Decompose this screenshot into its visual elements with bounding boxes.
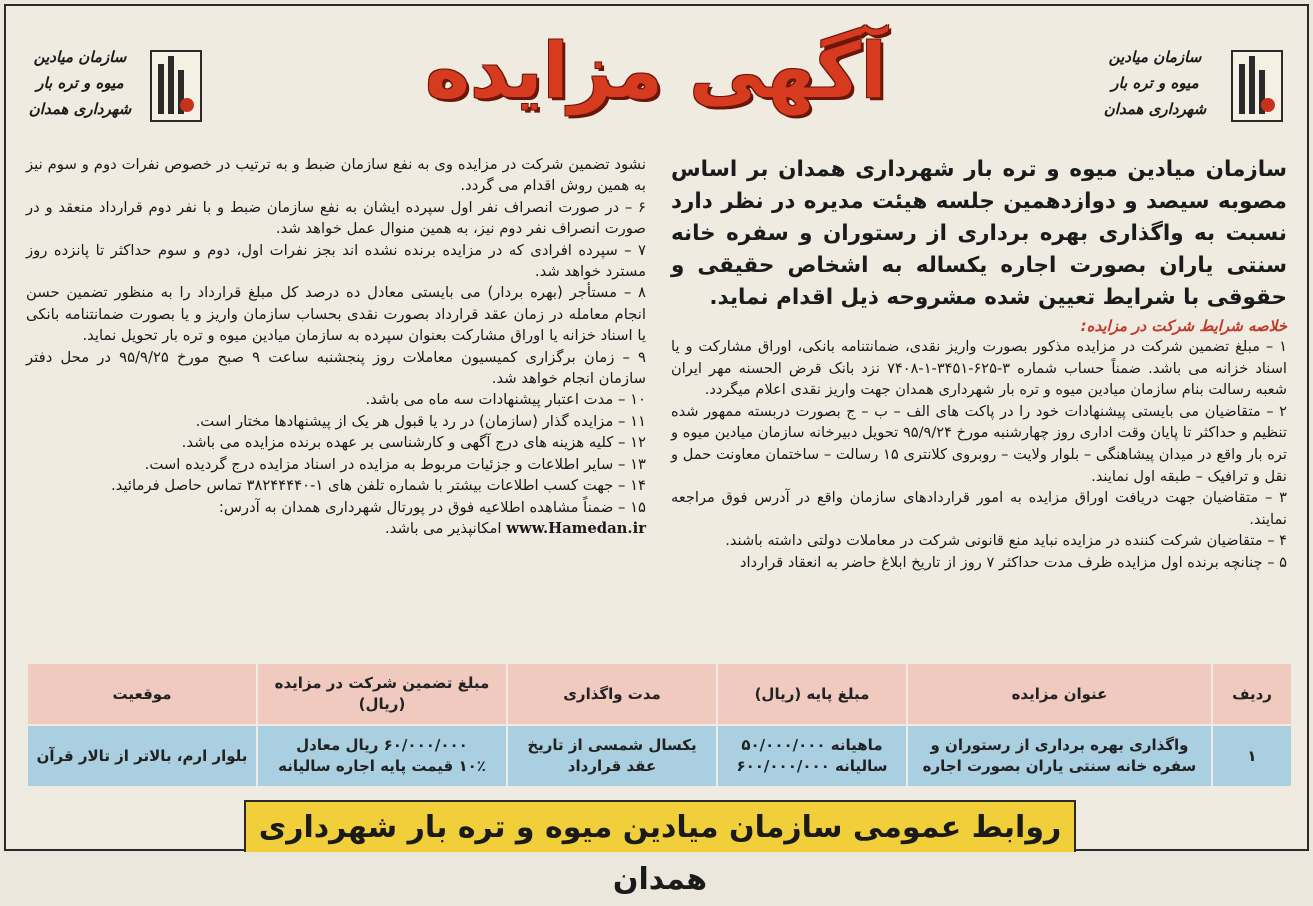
auction-table — [26, 662, 1293, 788]
cell-index: ۱ — [1212, 725, 1292, 787]
condition-item: ۱ – مبلغ تضمین شرکت در مزایده مذکور بصورت واریز نقدی، ضمانتنامه بانکی، اوراق مشارکت و یا اسناد خزانه می باشد. ضمناً حساب شماره ۳-۶۲۵-۳۴۵۱-۱-۷۴۰۸ نزد بانک قرض الحسنه مهر ایران شعبه رسالت بنام سازمان میادین میوه و تره بار شهرداری همدان جهت واریز نقدی اعلام میگردد. — [671, 338, 1287, 399]
header-location: موقعیت — [27, 663, 257, 725]
condition-item: ۴ – متقاضیان شرکت کننده در مزایده نباید منع قانونی شرکت در معاملات دولتی داشته باشند. — [725, 532, 1287, 550]
org-name-right: سازمان میادین میوه و تره بار شهرداری همدان — [1103, 48, 1207, 118]
header-deposit: مبلغ تضمین شرکت در مزایده (ریال) — [257, 663, 507, 725]
org-logo-left — [30, 44, 250, 134]
condition-item: نشود تضمین شرکت در مزایده وی به نفع سازمان ضبط و به ترتیب در خصوص نفرات دوم و سوم نیز به همین روش اقدام می گردد. — [26, 156, 646, 195]
condition-item: ۱۳ – سایر اطلاعات و جزئیات مربوط به مزایده در اسناد مزایده درج گردیده است. — [144, 455, 646, 473]
org-logo-right — [1063, 44, 1283, 134]
cell-duration: یکسال شمسی از تاریخ عقد قرارداد — [507, 725, 717, 787]
condition-item: ۸ – مستأجر (بهره بردار) می بایستی معادل ده درصد کل مبلغ قرارداد را به منظور تضمین حسن انجام معامله در زمان عقد قرارداد بصورت نقدی بحساب سازمان واریز و یا بصورت ضمانتنامه بانکی یا اسناد خزانه یا اوراق مشارکت بعنوان سپرده به سازمان میادین میوه و تره بار تحویل نماید. — [26, 284, 646, 345]
header-title: عنوان مزایده — [907, 663, 1212, 725]
condition-item: ۱۴ – جهت کسب اطلاعات بیشتر با شماره تلفن های ۱-۳۸۲۴۴۴۴۰ تماس حاصل فرمائید. — [110, 477, 646, 495]
cell-title: واگذاری بهره برداری از رستوران و سفره خانه سنتی یاران بصورت اجاره — [907, 725, 1212, 787]
condition-item: ۱۵ – ضمناً مشاهده اطلاعیه فوق در پورتال شهرداری همدان به آدرس: — [218, 498, 646, 516]
condition-item: ۷ – سپرده افرادی که در مزایده برنده نشده اند بجز نفرات اول، دوم و سوم حداکثر تا پانزده روز مسترد خواهد شد. — [26, 241, 646, 281]
crate-logo-icon — [1231, 50, 1283, 122]
footer-banner: روابط عمومی سازمان میادین میوه و تره بار شهرداری همدان — [244, 800, 1076, 852]
header-index: ردیف — [1212, 663, 1292, 725]
condition-item: ۳ – متقاضیان جهت دریافت اوراق مزایده به امور قراردادهای سازمان واقع در آدرس فوق مراجعه نمایند. — [671, 489, 1287, 528]
right-column — [671, 154, 1287, 574]
condition-item: ۵ – چنانچه برنده اول مزایده ظرف مدت حداکثر ۷ روز از تاریخ ابلاغ حاضر به انعقاد قرارداد — [740, 553, 1287, 571]
condition-item: ۶ – در صورت انصراف نفر اول سپرده ایشان به نفع سازمان ضبط و با نفر دوم قرارداد منعقد و در صورت انصراف نفر دوم نیز، به همین منوال عمل خواهد شد. — [26, 198, 646, 238]
condition-item: ۱۰ – مدت اعتبار پیشنهادات سه ماه می باشد. — [365, 391, 646, 409]
portal-url[interactable]: www.Hamedan.ir — [506, 519, 646, 537]
condition-item: ۲ – متقاضیان می بایستی پیشنهادات خود را در پاکت های الف – ب – ج بصورت دربسته ممهور شده تنظیم و حداکثر تا پایان وقت اداری روز چهارشنبه مورخ ۹۵/۹/۲۴ تحویل دبیرخانه سازمان میادین میوه و تره بار واقع در میدان پیشاهنگی – بلوار ولایت – روبروی کلانتری ۱۵ رسالت – ساختمان معاونت حمل و نقل و ترافیک – طبقه اول نمایند. — [671, 402, 1287, 485]
cell-deposit: ۶۰/۰۰۰/۰۰۰ ریال معادل ۱۰٪ قیمت پایه اجاره سالیانه — [257, 725, 507, 787]
page-title: آگهی مزایده — [425, 26, 887, 115]
cell-location: بلوار ارم، بالاتر از تالار قرآن — [27, 725, 257, 787]
portal-suffix: امکانپذیر می باشد. — [384, 519, 502, 537]
table-header-row — [27, 663, 1292, 725]
org-name-left: سازمان میادین میوه و تره بار شهرداری همدان — [28, 48, 132, 118]
condition-item: ۹ – زمان برگزاری کمیسیون معاملات روز پنجشنبه ساعت ۹ صبح مورخ ۹۵/۹/۲۵ در محل دفتر سازمان انجام خواهد شد. — [26, 348, 646, 388]
conditions-title: خلاصه شرایط شرکت در مزایده: — [1080, 317, 1287, 335]
crate-logo-icon — [150, 50, 202, 122]
left-column — [26, 154, 646, 539]
notice-page — [4, 4, 1309, 897]
header-base-price: مبلغ پایه (ریال) — [717, 663, 907, 725]
table-row — [27, 725, 1292, 787]
intro-paragraph: سازمان میادین میوه و تره بار شهرداری همدان بر اساس مصوبه سیصد و دوازدهمین جلسه هیئت مدیره در نظر دارد نسبت به واگذاری بهره برداری از رستوران و سفره خانه سنتی یاران بصورت اجاره یکساله به اشخاص حقیقی و حقوقی با شرایط تعیین شده مشروحه ذیل اقدام نماید. — [671, 157, 1287, 310]
cell-base-price: ماهیانه ۵۰/۰۰۰/۰۰۰ سالیانه ۶۰۰/۰۰۰/۰۰۰ — [717, 725, 907, 787]
portal-line — [26, 518, 646, 539]
condition-item: ۱۱ – مزایده گذار (سازمان) در رد یا قبول هر یک از پیشنهادها مختار است. — [195, 412, 646, 430]
notice-header — [6, 6, 1307, 156]
header-duration: مدت واگذاری — [507, 663, 717, 725]
condition-item: ۱۲ – کلیه هزینه های درج آگهی و کارشناسی بر عهده برنده مزایده می باشد. — [181, 434, 646, 452]
